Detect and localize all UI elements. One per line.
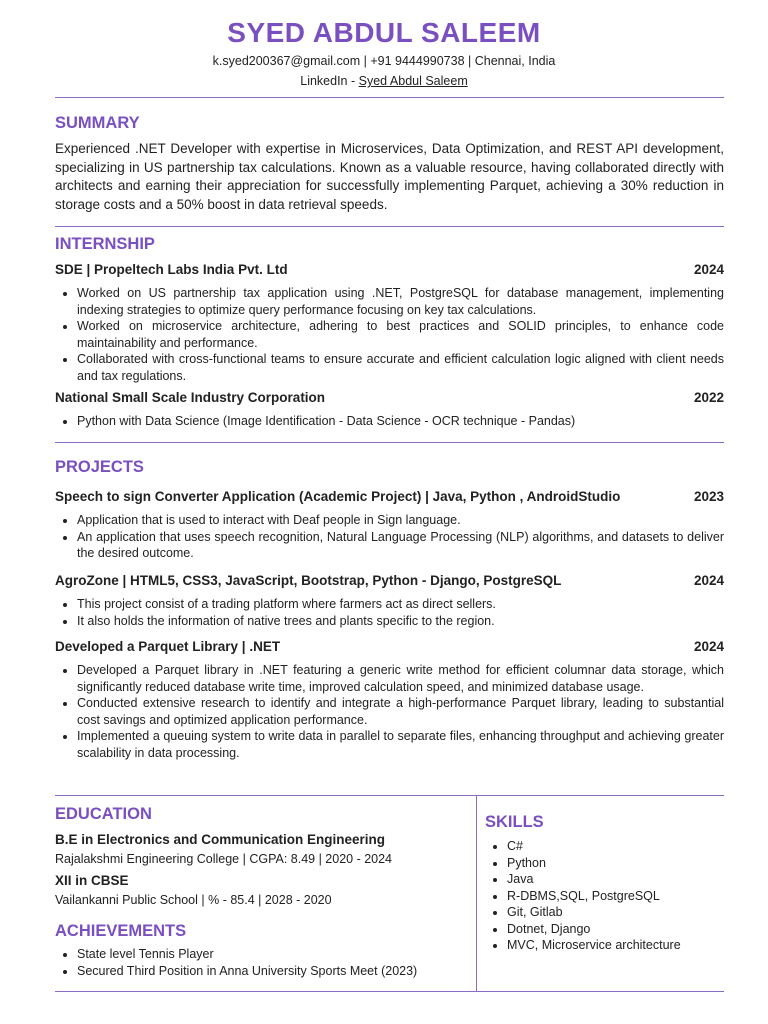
- project-bullets: [55, 512, 724, 562]
- achievements-list: [55, 946, 470, 979]
- skills-section: [485, 812, 720, 954]
- summary-section: [55, 113, 724, 214]
- list-item: • Collaborated with cross-functional teams to ensure accurate and efficient calculation logic aligned with client needs and tax regulations.: [77, 351, 724, 384]
- entry-year: 2024: [693, 262, 724, 277]
- summary-text: Experienced .NET Developer with expertise in Microservices, Data Optimization, and REST API development, specializing in US partnership tax calculations. Known as a valuable resource, having collaborated directly with architects and earning their appreciation for successfully implementing Parquet, achieving a 30% reduction in storage costs and a 50% boost in data retrieval speeds.: [55, 141, 724, 212]
- list-item: • It also holds the information of native trees and plants specific to the region.: [77, 613, 724, 630]
- projects-title: PROJECTS: [55, 458, 144, 476]
- entry-year: 2022: [693, 390, 724, 405]
- list-item: • Python: [507, 855, 720, 872]
- project-year: 2023: [693, 489, 724, 504]
- list-item: • Application that is used to interact with Deaf people in Sign language.: [77, 512, 724, 529]
- column-divider: [476, 795, 477, 991]
- list-item: • Java: [507, 871, 720, 888]
- education-section: [55, 804, 465, 909]
- entry-header: [55, 261, 724, 279]
- entry-header: [55, 638, 724, 656]
- linkedin-line: [0, 72, 768, 90]
- list-item: • Dotnet, Django: [507, 921, 720, 938]
- list-item: • R-DBMS,SQL, PostgreSQL: [507, 888, 720, 905]
- summary-title: SUMMARY: [55, 114, 140, 132]
- candidate-name: SYED ABDUL SALEEM: [227, 17, 541, 48]
- degree-title: B.E in Electronics and Communication Engineering: [55, 832, 386, 847]
- entry-role: SDE | Propeltech Labs India Pvt. Ltd: [55, 262, 288, 277]
- projects-section: [55, 457, 724, 477]
- list-item: • Secured Third Position in Anna University Sports Meet (2023): [77, 963, 470, 980]
- project-name: AgroZone | HTML5, CSS3, JavaScript, Bootstrap, Python - Django, PostgreSQL: [55, 573, 562, 588]
- skills-title: SKILLS: [485, 813, 544, 831]
- list-item: • An application that uses speech recognition, Natural Language Processing (NLP) algorithms, and datasets to deliver the desired outcome.: [77, 529, 724, 562]
- internship-section: [55, 234, 724, 254]
- achievements-section: [55, 921, 470, 979]
- divider: [55, 991, 724, 992]
- divider: [55, 97, 724, 98]
- project-bullets: [55, 596, 724, 629]
- resume-header: [0, 0, 768, 90]
- education-entry: [55, 872, 465, 909]
- project-year: 2024: [693, 573, 724, 588]
- divider: [55, 442, 724, 443]
- list-item: • This project consist of a trading platform where farmers act as direct sellers.: [77, 596, 724, 613]
- entry-header: [55, 389, 724, 407]
- project-entry: [55, 572, 724, 629]
- education-title: EDUCATION: [55, 805, 152, 823]
- list-item: • C#: [507, 838, 720, 855]
- entry-header: [55, 572, 724, 590]
- skills-list: [485, 838, 720, 954]
- linkedin-prefix: LinkedIn -: [300, 74, 359, 88]
- list-item: • Git, Gitlab: [507, 904, 720, 921]
- list-item: • Implemented a queuing system to write data in parallel to separate files, enhancing throughput and achieving greater scalability in data processing.: [77, 728, 724, 761]
- education-entry: [55, 831, 465, 868]
- entry-role: National Small Scale Industry Corporation: [55, 390, 326, 405]
- divider: [55, 795, 724, 796]
- achievements-title: ACHIEVEMENTS: [55, 922, 187, 940]
- internship-title: INTERNSHIP: [55, 235, 155, 253]
- linkedin-link[interactable]: Syed Abdul Saleem: [358, 74, 468, 88]
- list-item: • Worked on microservice architecture, adhering to best practices and SOLID principles, to enhance code maintainability and performance.: [77, 318, 724, 351]
- project-name: Developed a Parquet Library | .NET: [55, 639, 281, 654]
- degree-title: XII in CBSE: [55, 873, 129, 888]
- project-bullets: [55, 662, 724, 761]
- list-item: • MVC, Microservice architecture: [507, 937, 720, 954]
- list-item: • State level Tennis Player: [77, 946, 470, 963]
- project-entry: [55, 638, 724, 761]
- degree-details: Vailankanni Public School | % - 85.4 | 2028 - 2020: [55, 893, 332, 907]
- list-item: • Developed a Parquet library in .NET featuring a generic write method for efficient columnar data storage, which significantly reduced database write time, improved calculation speed, and minimized database usage.: [77, 662, 724, 695]
- entry-bullets: [55, 285, 724, 384]
- entry-bullets: [55, 413, 724, 430]
- project-name: Speech to sign Converter Application (Academic Project) | Java, Python , AndroidStudio: [55, 489, 621, 504]
- project-year: 2024: [693, 639, 724, 654]
- list-item: • Worked on US partnership tax application using .NET, PostgreSQL for database management, implementing indexing strategies to optimize query performance focusing on key tax calculations.: [77, 285, 724, 318]
- contact-line: k.syed200367@gmail.com | +91 9444990738 | Chennai, India: [212, 54, 556, 68]
- list-item: • Conducted extensive research to identify and integrate a high-performance Parquet library, leading to substantial cost savings and optimized application performance.: [77, 695, 724, 728]
- project-entry: [55, 488, 724, 562]
- entry-header: [55, 488, 724, 506]
- list-item: • Python with Data Science (Image Identification - Data Science - OCR technique - Pandas): [77, 413, 724, 430]
- divider: [55, 226, 724, 227]
- internship-entry: [55, 261, 724, 384]
- internship-entry: [55, 389, 724, 430]
- degree-details: Rajalakshmi Engineering College | CGPA: 8.49 | 2020 - 2024: [55, 852, 393, 866]
